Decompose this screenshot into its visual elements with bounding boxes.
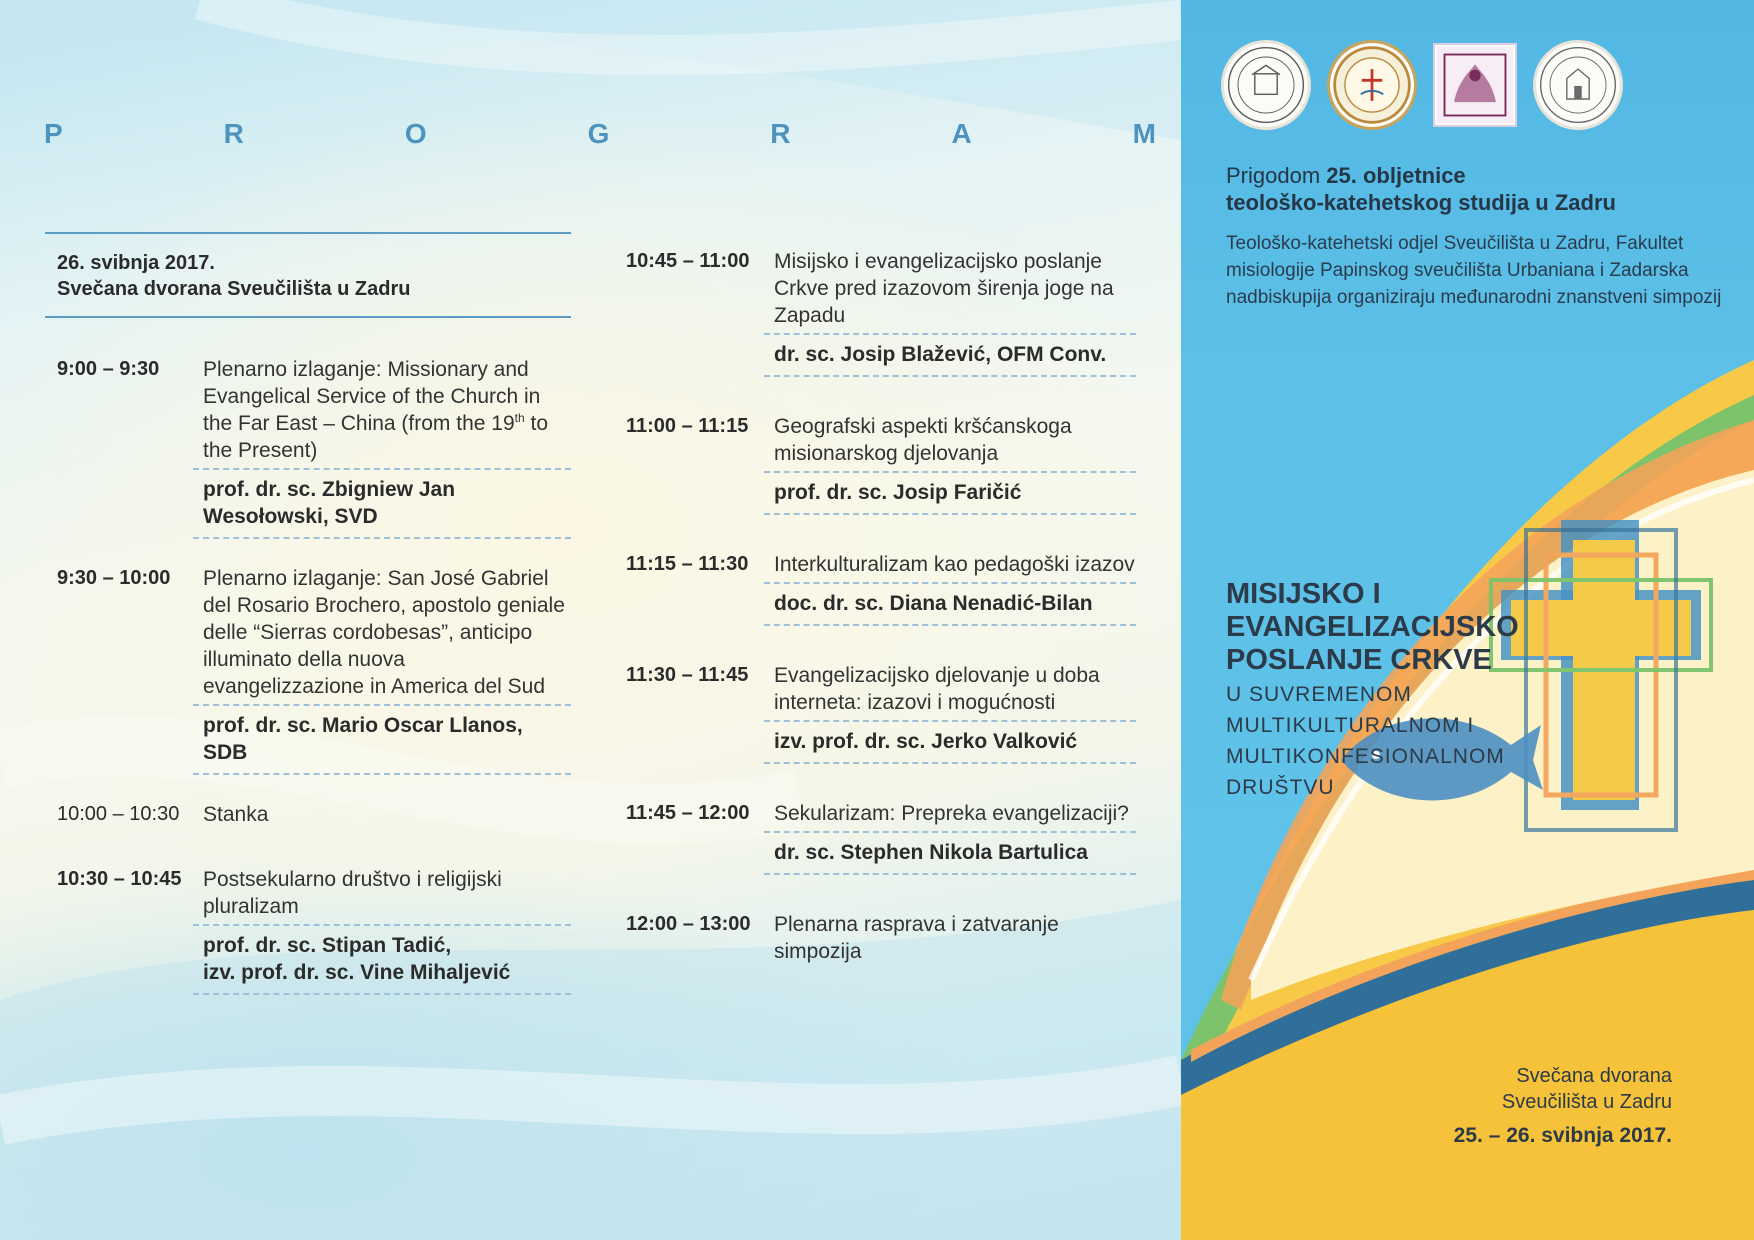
venue-line: Svečana dvorana: [1516, 1065, 1672, 1087]
subtitle: U SUVREMENOM MULTIKULTURALNOM I MULTIKONFESIONALNOM DRUŠTVU: [1226, 683, 1505, 799]
program-letter: A: [951, 118, 972, 149]
session-time: 10:45 – 11:00: [626, 250, 750, 272]
session-time: 11:45 – 12:00: [626, 802, 750, 824]
event-dates: 25. – 26. svibnja 2017.: [1453, 1124, 1672, 1147]
program-letter: G: [587, 118, 610, 149]
schedule-item: [616, 911, 1136, 969]
program-letter: P: [44, 118, 63, 149]
schedule-item: [45, 356, 571, 539]
session-title: Stanka: [203, 803, 269, 826]
session-speaker: prof. dr. sc. Mario Oscar Llanos, SDB: [193, 706, 571, 775]
session-speaker: dr. sc. Stephen Nikola Bartulica: [764, 833, 1136, 875]
schedule-item: [45, 801, 571, 832]
venue-line: Sveučilišta u Zadru: [1501, 1091, 1672, 1113]
cover-venue: [1454, 1063, 1672, 1149]
cover-panel: [1181, 0, 1754, 1240]
theology-dept-seal-logo: [1327, 40, 1417, 130]
cover-intro: [1226, 162, 1726, 311]
schedule-column-left: [45, 232, 571, 1021]
session-speaker: prof. dr. sc. Josip Faričić: [764, 473, 1136, 515]
symposium-title: [1226, 578, 1526, 803]
schedule-item: [616, 800, 1136, 875]
session-title: Interkulturalizam kao pedagoški izazov: [764, 551, 1136, 584]
program-letter: R: [223, 118, 244, 149]
program-letter: O: [404, 118, 427, 149]
session-time: 11:15 – 11:30: [626, 553, 749, 575]
title-line: EVANGELIZACIJSKO: [1226, 611, 1519, 643]
day-date: 26. svibnja 2017.: [57, 252, 215, 274]
schedule-item: [616, 413, 1136, 515]
session-speaker: prof. dr. sc. Stipan Tadić, izv. prof. dr. sc. Vine Mihaljević: [193, 926, 571, 995]
session-time: 12:00 – 13:00: [626, 913, 751, 935]
schedule-item: [45, 866, 571, 995]
session-title: Plenarno izlaganje: San José Gabriel del Rosario Brochero, apostolo geniale delle “Sierras cordobesas”, anticipo illuminato della nuova evangelizzazione in America del Sud: [193, 565, 571, 706]
schedule-item: [616, 248, 1136, 377]
session-speaker: izv. prof. dr. sc. Jerko Valković: [764, 722, 1136, 764]
program-letter: M: [1132, 118, 1156, 149]
session-time: 9:00 – 9:30: [57, 358, 160, 380]
schedule-item: [45, 565, 571, 775]
program-letter: R: [770, 118, 791, 149]
program-heading: [44, 118, 1156, 150]
session-title: Misijsko i evangelizacijsko poslanje Crkve pred izazovom širenja joge na Zapadu: [764, 248, 1136, 335]
session-title: Plenarna rasprava i zatvaranje simpozija: [774, 913, 1059, 963]
session-time: 9:30 – 10:00: [57, 567, 171, 589]
university-seal-logo: [1221, 40, 1311, 130]
session-speaker: prof. dr. sc. Zbigniew Jan Wesołowski, SVD: [193, 470, 571, 539]
session-title: Evangelizacijsko djelovanje u doba interneta: izazovi i mogućnosti: [764, 662, 1136, 722]
archdiocese-seal-logo: [1533, 40, 1623, 130]
session-speaker: dr. sc. Josip Blažević, OFM Conv.: [764, 335, 1136, 377]
session-time: 11:00 – 11:15: [626, 415, 749, 437]
session-title: Sekularizam: Prepreka evangelizaciji?: [764, 800, 1136, 833]
schedule-item: [616, 662, 1136, 764]
session-title: Geografski aspekti kršćanskoga misionarskog djelovanja: [764, 413, 1136, 473]
urbaniana-seal-logo: [1433, 43, 1517, 127]
day-header: [45, 232, 571, 318]
session-time: 11:30 – 11:45: [626, 664, 749, 686]
schedule-item: [616, 551, 1136, 626]
session-title: Postsekularno društvo i religijski pluralizam: [193, 866, 571, 926]
session-title: Plenarno izlaganje: Missionary and Evangelical Service of the Church in the Far East – China (from the 19th to the Present): [193, 356, 571, 470]
title-line: POSLANJE CRKVE: [1226, 644, 1492, 676]
schedule-column-right: [616, 248, 1136, 1005]
partner-seals: [1221, 40, 1623, 130]
session-time: 10:00 – 10:30: [57, 803, 180, 825]
session-speaker: doc. dr. sc. Diana Nenadić-Bilan: [764, 584, 1136, 626]
organizers-text: Teološko-katehetski odjel Sveučilišta u Zadru, Fakultet misiologije Papinskog sveučilišta Urbaniana i Zadarska nadbiskupija organiziraju međunarodni znanstveni simpozij: [1226, 233, 1722, 308]
title-line: MISIJSKO I: [1226, 578, 1381, 610]
day-venue: Svečana dvorana Sveučilišta u Zadru: [57, 278, 411, 300]
anniversary-line: Prigodom 25. obljetnice teološko-katehetskog studija u Zadru: [1226, 163, 1616, 215]
session-time: 10:30 – 10:45: [57, 868, 182, 890]
